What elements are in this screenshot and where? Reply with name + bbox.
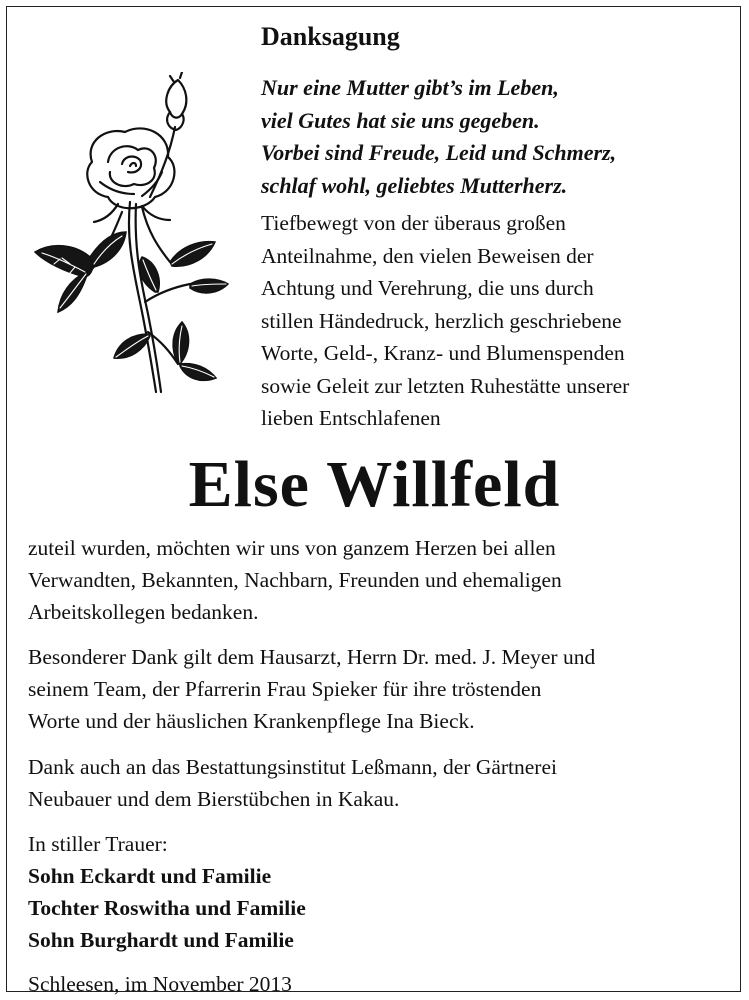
body-line: Worte und der häuslichen Krankenpflege Ina Bieck.: [28, 708, 475, 733]
intro-line: lieben Entschlafenen: [261, 406, 441, 430]
intro-line: stillen Händedruck, herzlich geschriebene: [261, 308, 622, 333]
intro-text: [261, 207, 629, 435]
paragraph-further-thanks: [28, 752, 595, 816]
intro-line: Tiefbewegt von der überaus großen: [261, 211, 566, 235]
paragraph-thanks: [28, 533, 595, 628]
poem: [261, 72, 616, 202]
paragraph-special-thanks: [28, 642, 595, 737]
body-line: Dank auch an das Bestattungsinstitut Leßmann, der Gärtnerei: [28, 754, 557, 779]
body-line: Besonderer Dank gilt dem Hausarzt, Herrn Dr. med. J. Meyer und: [28, 645, 596, 670]
poem-line: Nur eine Mutter gibt’s im Leben,: [261, 75, 559, 100]
poem-line: Vorbei sind Freude, Leid und Schmerz,: [261, 140, 617, 165]
signer: Sohn Eckardt und Familie: [28, 864, 272, 889]
body-line: Verwandten, Bekannten, Nachbarn, Freunden und ehemaligen: [28, 567, 562, 592]
body-line: Arbeitskollegen bedanken.: [28, 599, 259, 624]
body-line: Neubauer und dem Bierstübchen in Kakau.: [28, 786, 400, 811]
rose-illustration-icon: [30, 72, 230, 397]
signers-list: [28, 861, 595, 956]
intro-line: Worte, Geld-, Kranz- und Blumenspenden: [261, 341, 625, 365]
signer: Sohn Burghardt und Familie: [28, 927, 294, 952]
mourning-label: In stiller Trauer:: [28, 832, 168, 857]
deceased-name: Else Willfeld: [188, 448, 561, 521]
body-line: seinem Team, der Pfarrerin Frau Spieker für ihre tröstenden: [28, 677, 542, 702]
body-text: [28, 533, 595, 1000]
poem-line: viel Gutes hat sie uns gegeben.: [261, 107, 540, 133]
poem-line: schlaf wohl, geliebtes Mutterherz.: [261, 172, 568, 198]
body-line: zuteil wurden, möchten wir uns von ganzem Herzen bei allen: [28, 536, 556, 560]
intro-line: Achtung und Verehrung, die uns durch: [261, 276, 594, 300]
place-date: Schleesen, im November 2013: [28, 971, 292, 996]
signer: Tochter Roswitha und Familie: [28, 895, 306, 920]
intro-line: sowie Geleit zur letzten Ruhestätte unserer: [261, 373, 630, 398]
intro-line: Anteilnahme, den vielen Beweisen der: [261, 243, 594, 268]
notice-heading: Danksagung: [261, 22, 400, 51]
